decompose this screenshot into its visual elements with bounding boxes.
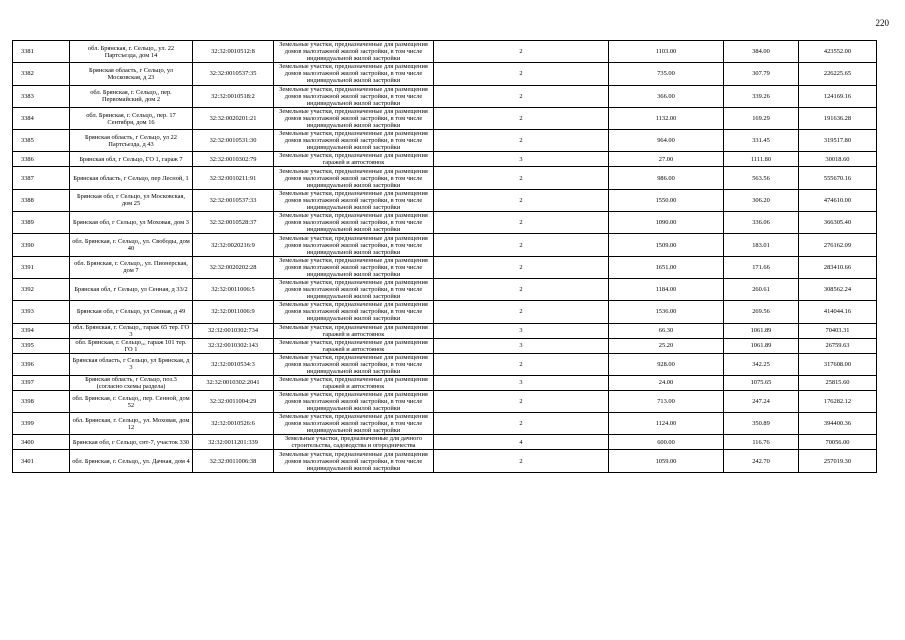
area-cell: 1132.00 xyxy=(609,107,724,129)
area-cell: 1059.00 xyxy=(609,450,724,472)
area-cell: 735.00 xyxy=(609,63,724,85)
row-number-cell: 3389 xyxy=(13,212,70,234)
row-number-cell: 3390 xyxy=(13,234,70,256)
table-row xyxy=(13,167,877,189)
category-cell: 3 xyxy=(434,152,609,167)
table-row xyxy=(13,450,877,472)
cadastral-value-cell: 366305.40 xyxy=(799,212,877,234)
address-cell: обл. Брянская, г. Сельцо,, ул. Дачная, дом 4 xyxy=(70,450,193,472)
specific-value-cell: 342.25 xyxy=(724,353,799,375)
land-use-cell: Земельные участки, предназначенные для размещения домов малоэтажной жилой застройки, в том числе индивидуальной жилой застройки xyxy=(274,301,434,323)
address-cell: Брянская обл, г Сельцо, ул Сенная, д 49 xyxy=(70,301,193,323)
cadastral-value-cell: 70056.00 xyxy=(799,435,877,450)
cadastral-number-cell: 32:32:0011201:339 xyxy=(193,435,274,450)
address-cell: обл. Брянская, г. Сельцо,, пер. 17 Сентября, дом 16 xyxy=(70,107,193,129)
category-cell: 2 xyxy=(434,278,609,300)
cadastral-value-cell: 276162.09 xyxy=(799,234,877,256)
category-cell: 3 xyxy=(434,338,609,353)
registry-body xyxy=(13,41,877,473)
land-use-cell: Земельные участки, предназначенные для размещения гаражей и автостоянок xyxy=(274,323,434,338)
category-cell: 3 xyxy=(434,375,609,390)
cadastral-number-cell: 32:32:0020216:9 xyxy=(193,234,274,256)
table-row xyxy=(13,63,877,85)
cadastral-number-cell: 32:32:0010302:734 xyxy=(193,323,274,338)
area-cell: 1184.00 xyxy=(609,278,724,300)
row-number-cell: 3383 xyxy=(13,85,70,107)
address-cell: Брянская область, г Сельцо, ул Московская, д 23 xyxy=(70,63,193,85)
cadastral-value-cell: 25815.60 xyxy=(799,375,877,390)
cadastral-value-cell: 257019.30 xyxy=(799,450,877,472)
specific-value-cell: 242.70 xyxy=(724,450,799,472)
land-use-cell: Земельные участки, предназначенные для размещения домов малоэтажной жилой застройки, в том числе индивидуальной жилой застройки xyxy=(274,212,434,234)
cadastral-value-cell: 226225.65 xyxy=(799,63,877,85)
land-use-cell: Земельные участки, предназначенные для размещения домов малоэтажной жилой застройки, в том числе индивидуальной жилой застройки xyxy=(274,278,434,300)
area-cell: 66.30 xyxy=(609,323,724,338)
cadastral-value-cell: 394400.36 xyxy=(799,413,877,435)
cadastral-value-cell: 176282.12 xyxy=(799,390,877,412)
row-number-cell: 3393 xyxy=(13,301,70,323)
specific-value-cell: 183.01 xyxy=(724,234,799,256)
category-cell: 2 xyxy=(434,413,609,435)
address-cell: Брянская обл, г Сельцо, ул Моховая, дом 3 xyxy=(70,212,193,234)
area-cell: 1536.00 xyxy=(609,301,724,323)
cadastral-number-cell: 32:32:0010512:8 xyxy=(193,41,274,63)
specific-value-cell: 1111.80 xyxy=(724,152,799,167)
specific-value-cell: 1061.89 xyxy=(724,338,799,353)
land-use-cell: Земельные участки, предназначенные для размещения домов малоэтажной жилой застройки, в том числе индивидуальной жилой застройки xyxy=(274,189,434,211)
table-row xyxy=(13,212,877,234)
category-cell: 2 xyxy=(434,167,609,189)
category-cell: 2 xyxy=(434,212,609,234)
address-cell: обл. Брянская, г. Сельцо,, ул. Моховая, дом 12 xyxy=(70,413,193,435)
cadastral-number-cell: 32:32:0010531:30 xyxy=(193,130,274,152)
cadastral-value-cell: 423552.00 xyxy=(799,41,877,63)
cadastral-number-cell: 32:32:0010528:37 xyxy=(193,212,274,234)
land-use-cell: Земельные участки, предназначенные для размещения домов малоэтажной жилой застройки, в том числе индивидуальной жилой застройки xyxy=(274,107,434,129)
cadastral-number-cell: 32:32:0020201:21 xyxy=(193,107,274,129)
cadastral-value-cell: 30018.60 xyxy=(799,152,877,167)
category-cell: 2 xyxy=(434,353,609,375)
address-cell: Брянская область, г Сельцо, пер Лесной, 1 xyxy=(70,167,193,189)
page-number: 220 xyxy=(875,18,889,28)
table-row xyxy=(13,107,877,129)
specific-value-cell: 350.89 xyxy=(724,413,799,435)
land-use-cell: Земельные участки, предназначенные для размещения домов малоэтажной жилой застройки, в том числе индивидуальной жилой застройки xyxy=(274,353,434,375)
area-cell: 1124.00 xyxy=(609,413,724,435)
table-row xyxy=(13,301,877,323)
land-use-cell: Земельные участки, предназначенные для размещения домов малоэтажной жилой застройки, в том числе индивидуальной жилой застройки xyxy=(274,167,434,189)
address-cell: Брянская обл, г Сельцо, ГО 1, гараж 7 xyxy=(70,152,193,167)
table-row xyxy=(13,234,877,256)
cadastral-value-cell: 191636.28 xyxy=(799,107,877,129)
category-cell: 2 xyxy=(434,107,609,129)
table-row xyxy=(13,152,877,167)
category-cell: 4 xyxy=(434,435,609,450)
specific-value-cell: 169.29 xyxy=(724,107,799,129)
cadastral-number-cell: 32:32:0010537:35 xyxy=(193,63,274,85)
specific-value-cell: 269.56 xyxy=(724,301,799,323)
area-cell: 1090.00 xyxy=(609,212,724,234)
table-row xyxy=(13,323,877,338)
row-number-cell: 3397 xyxy=(13,375,70,390)
address-cell: Брянская обл, г Сельцо, ул Сенная, д 33/2 xyxy=(70,278,193,300)
specific-value-cell: 331.45 xyxy=(724,130,799,152)
category-cell: 2 xyxy=(434,234,609,256)
specific-value-cell: 1061.89 xyxy=(724,323,799,338)
cadastral-number-cell: 32:32:0010302:79 xyxy=(193,152,274,167)
area-cell: 1103.00 xyxy=(609,41,724,63)
address-cell: обл. Брянская, г. Сельцо,, ул. Свободы, дом 40 xyxy=(70,234,193,256)
row-number-cell: 3400 xyxy=(13,435,70,450)
table-row xyxy=(13,85,877,107)
address-cell: обл. Брянская, г. Сельцо,, пер. Сенной, дом 52 xyxy=(70,390,193,412)
land-use-cell: Земельные участки, предназначенные для размещения домов малоэтажной жилой застройки, в том числе индивидуальной жилой застройки xyxy=(274,63,434,85)
address-cell: обл. Брянская, г. Сельцо,, ул. 22 Партсъезда, дом 14 xyxy=(70,41,193,63)
table-row xyxy=(13,413,877,435)
address-cell: обл. Брянская, г. Сельцо,,, гараж 101 тер. ГО 1 xyxy=(70,338,193,353)
cadastral-number-cell: 32:32:0020202:28 xyxy=(193,256,274,278)
table-row xyxy=(13,256,877,278)
row-number-cell: 3392 xyxy=(13,278,70,300)
row-number-cell: 3396 xyxy=(13,353,70,375)
specific-value-cell: 247.24 xyxy=(724,390,799,412)
cadastral-number-cell: 32:32:0010211:91 xyxy=(193,167,274,189)
area-cell: 928.00 xyxy=(609,353,724,375)
land-use-cell: Земельные участки, предназначенные для размещения домов малоэтажной жилой застройки, в том числе индивидуальной жилой застройки xyxy=(274,413,434,435)
land-use-cell: Земельные участки, предназначенные для размещения домов малоэтажной жилой застройки, в том числе индивидуальной жилой застройки xyxy=(274,450,434,472)
specific-value-cell: 171.66 xyxy=(724,256,799,278)
row-number-cell: 3385 xyxy=(13,130,70,152)
row-number-cell: 3384 xyxy=(13,107,70,129)
category-cell: 2 xyxy=(434,390,609,412)
cadastral-value-cell: 555670.16 xyxy=(799,167,877,189)
row-number-cell: 3387 xyxy=(13,167,70,189)
address-cell: обл. Брянская, г. Сельцо,, гараж 65 тер. ГО 3 xyxy=(70,323,193,338)
address-cell: Брянская область, г Сельцо, поз.3 (согласно схемы раздела) xyxy=(70,375,193,390)
cadastral-value-cell: 414044.16 xyxy=(799,301,877,323)
cadastral-number-cell: 32:32:0010302:2041 xyxy=(193,375,274,390)
table-row xyxy=(13,390,877,412)
row-number-cell: 3386 xyxy=(13,152,70,167)
table-row xyxy=(13,353,877,375)
cadastral-value-cell: 283410.66 xyxy=(799,256,877,278)
cadastral-number-cell: 32:32:0010518:2 xyxy=(193,85,274,107)
land-use-cell: Земельные участки, предназначенные для размещения гаражей и автостоянок xyxy=(274,338,434,353)
area-cell: 24.00 xyxy=(609,375,724,390)
row-number-cell: 3388 xyxy=(13,189,70,211)
category-cell: 2 xyxy=(434,189,609,211)
category-cell: 2 xyxy=(434,41,609,63)
row-number-cell: 3401 xyxy=(13,450,70,472)
address-cell: обл. Брянская, г. Сельцо,, ул. Пионерская, дом 7 xyxy=(70,256,193,278)
land-use-cell: Земельные участки, предназначенные для размещения домов малоэтажной жилой застройки, в том числе индивидуальной жилой застройки xyxy=(274,130,434,152)
area-cell: 964.00 xyxy=(609,130,724,152)
cadastral-value-cell: 319517.80 xyxy=(799,130,877,152)
table-row xyxy=(13,278,877,300)
cadastral-value-cell: 317608.00 xyxy=(799,353,877,375)
land-use-cell: Земельные участки, предназначенные для размещения домов малоэтажной жилой застройки, в том числе индивидуальной жилой застройки xyxy=(274,85,434,107)
row-number-cell: 3382 xyxy=(13,63,70,85)
category-cell: 2 xyxy=(434,130,609,152)
area-cell: 27.00 xyxy=(609,152,724,167)
cadastral-number-cell: 32:32:0010302:143 xyxy=(193,338,274,353)
cadastral-number-cell: 32:32:0010534:3 xyxy=(193,353,274,375)
land-use-cell: Земельные участки, предназначенные для размещения домов малоэтажной жилой застройки, в том числе индивидуальной жилой застройки xyxy=(274,41,434,63)
area-cell: 986.00 xyxy=(609,167,724,189)
address-cell: Брянская область, г Сельцо, ул Брянская, д 3 xyxy=(70,353,193,375)
table-row xyxy=(13,41,877,63)
cadastral-number-cell: 32:32:0011006:38 xyxy=(193,450,274,472)
category-cell: 2 xyxy=(434,450,609,472)
table-row xyxy=(13,375,877,390)
address-cell: Брянская обл, г Сельцо, снт-7, участок 330 xyxy=(70,435,193,450)
category-cell: 2 xyxy=(434,85,609,107)
row-number-cell: 3395 xyxy=(13,338,70,353)
area-cell: 1550.00 xyxy=(609,189,724,211)
specific-value-cell: 384.00 xyxy=(724,41,799,63)
cadastral-number-cell: 32:32:0011006:5 xyxy=(193,278,274,300)
address-cell: Брянская обл, г Сельцо, ул Московская, дом 25 xyxy=(70,189,193,211)
address-cell: обл. Брянская, г. Сельцо,, пер. Первомайский, дом 2 xyxy=(70,85,193,107)
specific-value-cell: 260.61 xyxy=(724,278,799,300)
specific-value-cell: 116.76 xyxy=(724,435,799,450)
land-use-cell: Земельные участки, предназначенные для размещения гаражей и автостоянок xyxy=(274,152,434,167)
row-number-cell: 3381 xyxy=(13,41,70,63)
area-cell: 25.20 xyxy=(609,338,724,353)
land-use-cell: Земельные участки, предназначенные для размещения домов малоэтажной жилой застройки, в том числе индивидуальной жилой застройки xyxy=(274,234,434,256)
category-cell: 2 xyxy=(434,63,609,85)
specific-value-cell: 1075.65 xyxy=(724,375,799,390)
category-cell: 2 xyxy=(434,301,609,323)
cadastral-value-cell: 26759.63 xyxy=(799,338,877,353)
cadastral-value-cell: 70403.31 xyxy=(799,323,877,338)
cadastral-number-cell: 32:32:0011006:9 xyxy=(193,301,274,323)
cadastral-number-cell: 32:32:0010526:6 xyxy=(193,413,274,435)
area-cell: 713.00 xyxy=(609,390,724,412)
category-cell: 2 xyxy=(434,256,609,278)
specific-value-cell: 306.20 xyxy=(724,189,799,211)
area-cell: 1651.00 xyxy=(609,256,724,278)
table-row xyxy=(13,189,877,211)
category-cell: 3 xyxy=(434,323,609,338)
cadastral-value-cell: 474610.00 xyxy=(799,189,877,211)
area-cell: 366.00 xyxy=(609,85,724,107)
row-number-cell: 3398 xyxy=(13,390,70,412)
land-registry-table xyxy=(12,40,877,473)
cadastral-number-cell: 32:32:0010537:33 xyxy=(193,189,274,211)
specific-value-cell: 336.06 xyxy=(724,212,799,234)
table-row xyxy=(13,130,877,152)
specific-value-cell: 339.26 xyxy=(724,85,799,107)
specific-value-cell: 563.56 xyxy=(724,167,799,189)
table-row xyxy=(13,435,877,450)
row-number-cell: 3394 xyxy=(13,323,70,338)
specific-value-cell: 307.79 xyxy=(724,63,799,85)
cadastral-number-cell: 32:32:0011004:29 xyxy=(193,390,274,412)
cadastral-value-cell: 124169.16 xyxy=(799,85,877,107)
area-cell: 600.00 xyxy=(609,435,724,450)
land-use-cell: Земельные участки, предназначенные для размещения гаражей и автостоянок xyxy=(274,375,434,390)
address-cell: Брянская область, г Сельцо, ул 22 Партсъезда, д 43 xyxy=(70,130,193,152)
land-use-cell: Земельные участки, предназначенные для дачного строительства, садоводства и огородничества xyxy=(274,435,434,450)
cadastral-value-cell: 308562.24 xyxy=(799,278,877,300)
area-cell: 1509.00 xyxy=(609,234,724,256)
row-number-cell: 3399 xyxy=(13,413,70,435)
land-use-cell: Земельные участки, предназначенные для размещения домов малоэтажной жилой застройки, в том числе индивидуальной жилой застройки xyxy=(274,256,434,278)
table-row xyxy=(13,338,877,353)
land-use-cell: Земельные участки, предназначенные для размещения домов малоэтажной жилой застройки, в том числе индивидуальной жилой застройки xyxy=(274,390,434,412)
row-number-cell: 3391 xyxy=(13,256,70,278)
